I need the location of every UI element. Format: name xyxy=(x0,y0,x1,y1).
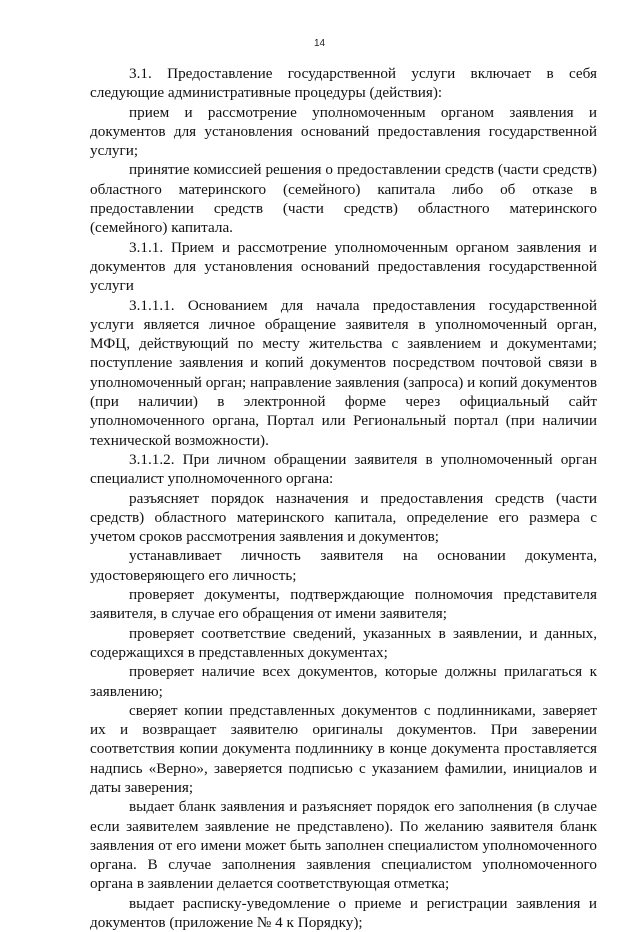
paragraph: разъясняет порядок назначения и предоставления средств (части средств) областного материнского капитала, определение его размера с учетом сроков рассмотрения заявления и документов; xyxy=(90,489,597,546)
paragraph: сверяет копии представленных документов с подлинниками, заверяет их и возвращает заявителю оригиналы документов. При заверении соответствия копии документа подлиннику в конце документа проставляется надпись «Верно», заверяется подписью с указанием фамилии, инициалов и даты заверения; xyxy=(90,701,597,796)
paragraph: прием и рассмотрение уполномоченным органом заявления и документов для установления оснований предоставления государственной услуги; xyxy=(90,103,597,160)
paragraph: 3.1.1.2. При личном обращении заявителя в уполномоченный орган специалист уполномоченного органа: xyxy=(90,450,597,488)
paragraph: проверяет соответствие сведений, указанных в заявлении, и данных, содержащихся в представленных документах; xyxy=(90,624,597,661)
paragraph: выдает бланк заявления и разъясняет порядок его заполнения (в случае если заявителем заявление не представлено). По желанию заявителя бланк заявления от его имени может быть заполнен специалистом уполномоченного органа. В случае заполнения заявления специалистом уполномоченного органа в заявлении делается соответствующая отметка; xyxy=(90,798,597,893)
page-number: 14 xyxy=(313,38,326,49)
paragraph: устанавливает личность заявителя на основании документа, удостоверяющего его личность; xyxy=(90,547,597,584)
document-body xyxy=(90,64,597,932)
paragraph: принятие комиссией решения о предоставлении средств (части средств) областного материнского (семейного) капитала либо об отказе в предоставлении средств (части средств) областного материнского (семейного) капитала. xyxy=(90,161,597,237)
paragraph: проверяет документы, подтверждающие полномочия представителя заявителя, в случае его обращения от имени заявителя; xyxy=(90,586,597,623)
paragraph: 3.1. Предоставление государственной услуги включает в себя следующие административные процедуры (действия): xyxy=(90,65,597,102)
paragraph: 3.1.1. Прием и рассмотрение уполномоченным органом заявления и документов для установления оснований предоставления государственной услуги xyxy=(90,238,597,295)
paragraph: проверяет наличие всех документов, которые должны прилагаться к заявлению; xyxy=(90,663,597,700)
paragraph: 3.1.1.1. Основанием для начала предоставления государственной услуги является личное обращение заявителя в уполномоченный орган, МФЦ, действующий по месту жительства с заявлением и документами; поступление заявления и копий документов посредством почтовой связи в уполномоченный орган; направление заявления (запроса) и копий документов (при наличии) в электронной форме через официальный сайт уполномоченного органа, Портал или Региональный портал (при наличии технической возможности). xyxy=(90,296,597,449)
paragraph: выдает расписку-уведомление о приеме и регистрации заявления и документов (приложение № 4 к Порядку); xyxy=(90,894,597,932)
